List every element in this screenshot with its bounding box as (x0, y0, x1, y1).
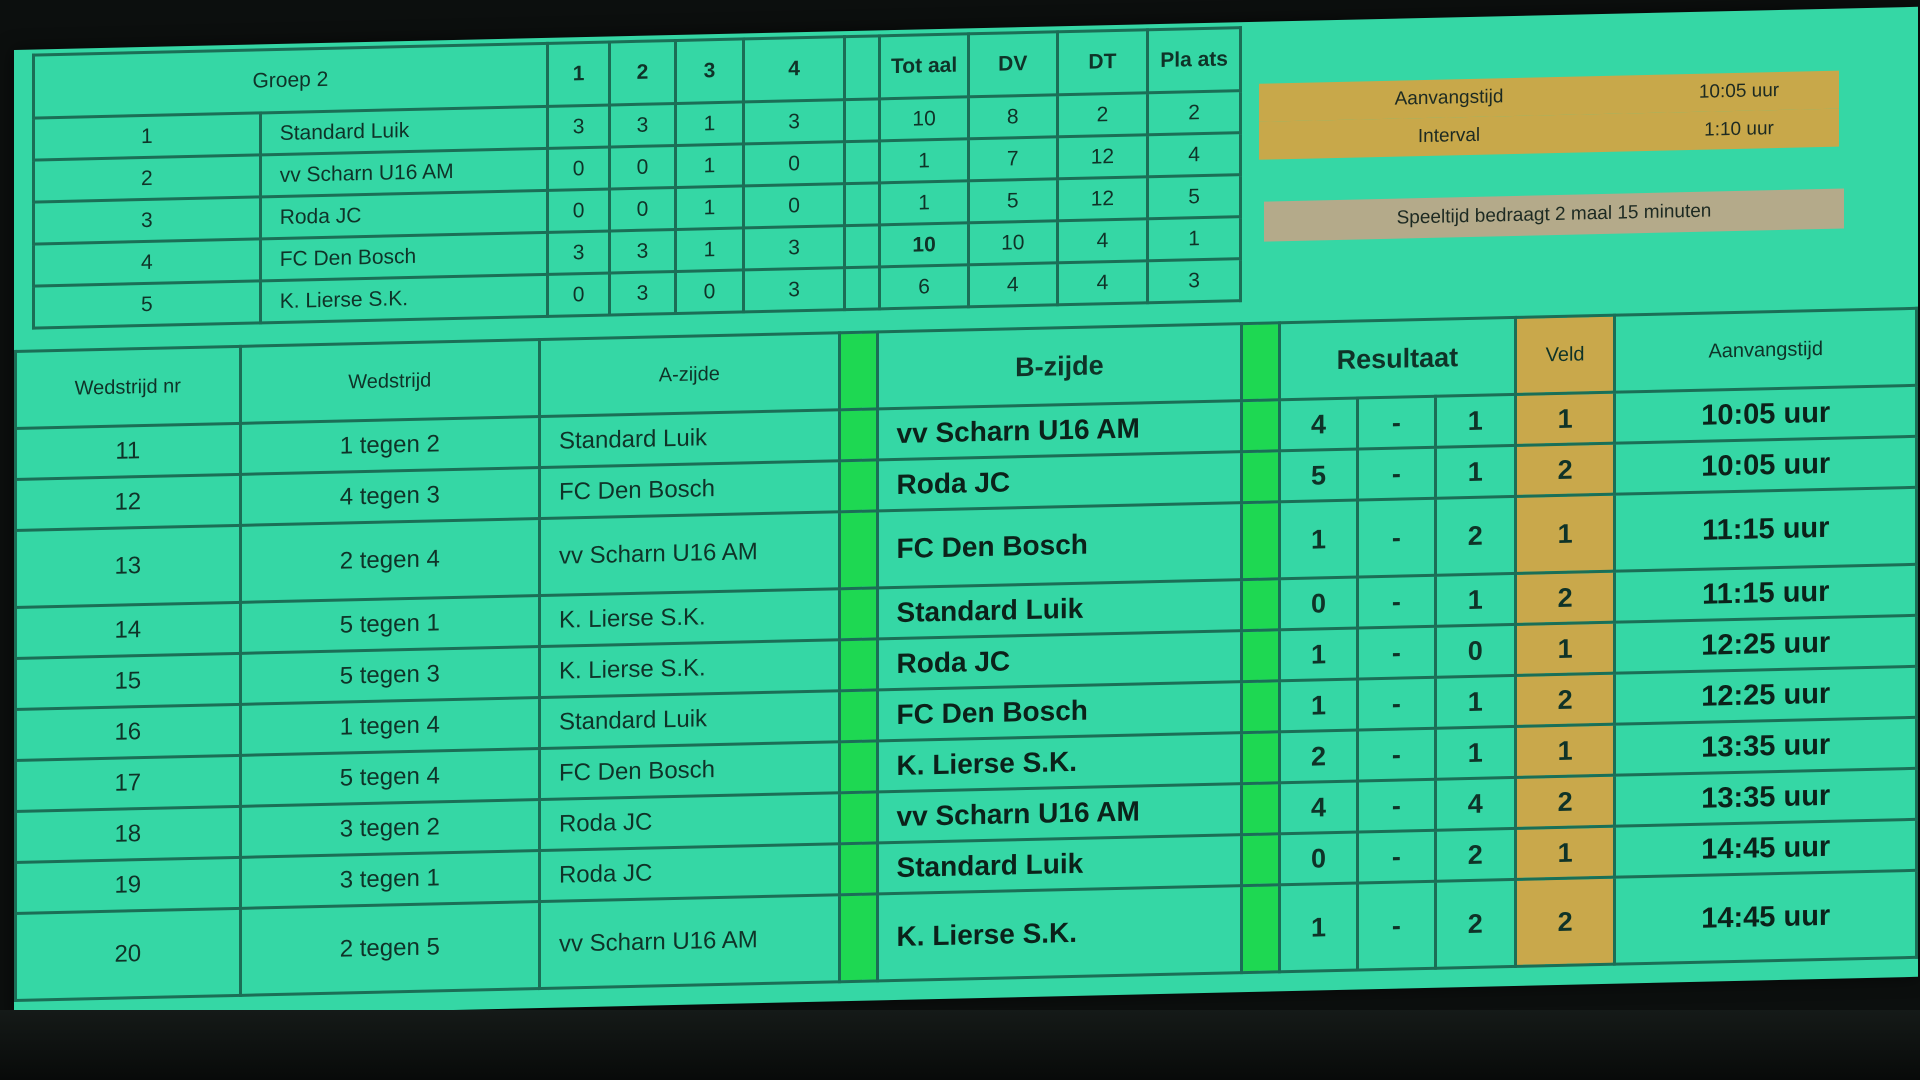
interval-value: 1:10 uur (1704, 118, 1774, 141)
result-b: 4 (1435, 777, 1515, 830)
score-cell: 0 (547, 189, 609, 232)
dv-cell: 4 (968, 263, 1057, 307)
header-field: Veld (1515, 315, 1615, 394)
result-b: 2 (1435, 828, 1515, 881)
result-separator: - (1357, 779, 1435, 832)
green-divider (839, 843, 877, 895)
green-divider (1242, 323, 1280, 401)
total-cell: 10 (880, 223, 969, 267)
green-divider (1242, 502, 1280, 580)
score-cell: 1 (675, 144, 744, 188)
playtime-text: Speeltijd bedraagt 2 maal 15 minuten (1396, 200, 1712, 229)
interval-label: Interval (1417, 124, 1481, 148)
result-separator: - (1357, 396, 1435, 449)
score-cell: 3 (610, 271, 675, 314)
header-start-time: Aanvangstijd (1615, 308, 1917, 392)
match-pairing: 3 tegen 2 (240, 800, 539, 858)
match-number: 14 (16, 602, 241, 658)
match-number: 18 (16, 806, 241, 862)
col-header-empty (845, 36, 880, 100)
col-header-place: Pla ats (1148, 28, 1241, 93)
empty-cell (845, 99, 880, 142)
col-header: 3 (675, 39, 744, 104)
a-side-team: vv Scharn U16 AM (539, 512, 839, 596)
field-number: 2 (1515, 877, 1615, 966)
start-time: 13:35 uur (1615, 768, 1917, 826)
col-header: 4 (744, 37, 845, 102)
score-cell: 0 (744, 142, 845, 186)
green-divider (839, 741, 877, 793)
dv-cell: 8 (968, 95, 1057, 139)
b-side-team: K. Lierse S.K. (877, 733, 1242, 792)
team-number: 2 (34, 155, 261, 202)
total-cell: 1 (880, 181, 969, 225)
match-number: 11 (16, 423, 241, 479)
green-divider (1242, 681, 1280, 733)
field-number: 2 (1515, 571, 1615, 624)
b-side-team: K. Lierse S.K. (877, 886, 1242, 981)
b-side-team: vv Scharn U16 AM (877, 784, 1242, 843)
green-divider (1242, 783, 1280, 835)
total-cell: 6 (880, 265, 969, 309)
result-a: 4 (1280, 781, 1358, 834)
result-b: 1 (1435, 675, 1515, 728)
header-result: Resultaat (1280, 317, 1516, 399)
team-number: 3 (34, 197, 261, 244)
team-number: 1 (34, 113, 261, 160)
a-side-team: FC Den Bosch (539, 461, 839, 519)
result-b: 1 (1435, 573, 1515, 626)
score-cell: 0 (547, 147, 609, 190)
place-cell: 4 (1148, 133, 1241, 177)
playtime-panel (1264, 188, 1844, 241)
match-pairing: 2 tegen 5 (240, 902, 539, 996)
a-side-team: FC Den Bosch (539, 742, 839, 800)
score-cell: 0 (675, 270, 744, 314)
green-divider (839, 894, 877, 982)
green-divider (839, 792, 877, 844)
empty-cell (845, 225, 880, 268)
dt-cell: 4 (1057, 261, 1148, 305)
a-side-team: Roda JC (539, 793, 839, 851)
match-pairing: 5 tegen 4 (240, 749, 539, 807)
score-cell: 3 (744, 226, 845, 270)
score-cell: 3 (610, 229, 675, 272)
header-b-side: B-zijde (877, 324, 1242, 409)
team-name: Standard Luik (260, 106, 547, 155)
field-number: 2 (1515, 775, 1615, 828)
field-number: 2 (1515, 673, 1615, 726)
a-side-team: Standard Luik (539, 410, 839, 468)
match-number: 13 (16, 525, 241, 607)
result-a: 4 (1280, 398, 1358, 451)
result-b: 1 (1435, 445, 1515, 498)
group-title: Groep 2 (34, 43, 548, 118)
score-cell: 1 (675, 186, 744, 230)
result-a: 1 (1280, 883, 1358, 972)
a-side-team: K. Lierse S.K. (539, 640, 839, 698)
start-time: 12:25 uur (1615, 615, 1917, 673)
score-cell: 1 (675, 228, 744, 272)
result-a: 1 (1280, 679, 1358, 732)
dt-cell: 2 (1057, 93, 1148, 137)
start-time: 11:15 uur (1615, 564, 1917, 622)
a-side-team: Standard Luik (539, 691, 839, 749)
match-pairing: 2 tegen 4 (240, 519, 539, 603)
b-side-team: FC Den Bosch (877, 503, 1242, 588)
result-a: 0 (1280, 577, 1358, 630)
monitor-bezel (0, 1010, 1920, 1080)
match-pairing: 1 tegen 4 (240, 698, 539, 756)
b-side-team: FC Den Bosch (877, 682, 1242, 741)
result-separator: - (1357, 830, 1435, 883)
place-cell: 5 (1148, 175, 1241, 219)
result-separator: - (1357, 498, 1435, 577)
match-number: 16 (16, 704, 241, 760)
green-divider (839, 639, 877, 691)
result-a: 1 (1280, 500, 1358, 579)
empty-cell (845, 141, 880, 184)
dt-cell: 12 (1057, 177, 1148, 221)
team-name: FC Den Bosch (260, 232, 547, 281)
score-cell: 0 (610, 145, 675, 188)
start-time: 13:35 uur (1615, 717, 1917, 775)
field-number: 1 (1515, 622, 1615, 675)
start-time-label: Aanvangstijd (1394, 86, 1504, 110)
match-number: 15 (16, 653, 241, 709)
match-pairing: 5 tegen 1 (240, 596, 539, 654)
a-side-team: Roda JC (539, 844, 839, 902)
score-cell: 0 (610, 187, 675, 230)
col-header-dv: DV (968, 32, 1057, 97)
team-number: 4 (34, 239, 261, 286)
dv-cell: 10 (968, 221, 1057, 265)
schedule-table (14, 307, 1918, 1002)
result-a: 0 (1280, 832, 1358, 885)
result-a: 1 (1280, 628, 1358, 681)
start-time: 10:05 uur (1615, 436, 1917, 494)
field-number: 1 (1515, 494, 1615, 573)
green-divider (839, 588, 877, 640)
team-name: K. Lierse S.K. (260, 274, 547, 323)
dv-cell: 7 (968, 137, 1057, 181)
place-cell: 1 (1148, 217, 1241, 261)
start-time: 10:05 uur (1615, 385, 1917, 443)
score-cell: 0 (547, 273, 609, 316)
header-match-nr: Wedstrijd nr (16, 346, 241, 428)
a-side-team: vv Scharn U16 AM (539, 895, 839, 989)
green-divider (839, 409, 877, 461)
total-cell: 1 (880, 139, 969, 183)
team-name: Roda JC (260, 190, 547, 239)
col-header-total: Tot aal (880, 34, 969, 99)
result-separator: - (1357, 728, 1435, 781)
match-number: 20 (16, 908, 241, 1000)
match-pairing: 1 tegen 2 (240, 417, 539, 475)
start-time: 12:25 uur (1615, 666, 1917, 724)
result-separator: - (1357, 626, 1435, 679)
header-a-side: A-zijde (539, 333, 839, 417)
col-header-dt: DT (1057, 30, 1148, 95)
a-side-team: K. Lierse S.K. (539, 589, 839, 647)
green-divider (1242, 834, 1280, 886)
result-a: 2 (1280, 730, 1358, 783)
green-divider (1242, 885, 1280, 973)
match-number: 17 (16, 755, 241, 811)
result-b: 2 (1435, 496, 1515, 575)
score-cell: 3 (744, 268, 845, 312)
field-number: 1 (1515, 826, 1615, 879)
green-divider (1242, 630, 1280, 682)
result-b: 1 (1435, 394, 1515, 447)
score-cell: 0 (744, 184, 845, 228)
total-cell: 10 (880, 97, 969, 141)
field-number: 2 (1515, 443, 1615, 496)
header-match: Wedstrijd (240, 340, 539, 424)
green-divider (839, 511, 877, 589)
start-time: 14:45 uur (1615, 870, 1917, 964)
green-divider (839, 690, 877, 742)
score-cell: 3 (610, 103, 675, 146)
b-side-team: Standard Luik (877, 580, 1242, 639)
result-separator: - (1357, 575, 1435, 628)
empty-cell (845, 267, 880, 310)
start-time-value: 10:05 uur (1698, 79, 1780, 103)
score-cell: 3 (744, 100, 845, 144)
team-number: 5 (34, 281, 261, 328)
match-pairing: 3 tegen 1 (240, 851, 539, 909)
result-b: 0 (1435, 624, 1515, 677)
result-a: 5 (1280, 449, 1358, 502)
green-divider (839, 332, 877, 410)
score-cell: 3 (547, 105, 609, 148)
green-divider (1242, 400, 1280, 452)
match-number: 19 (16, 857, 241, 913)
result-b: 2 (1435, 879, 1515, 968)
b-side-team: vv Scharn U16 AM (877, 401, 1242, 460)
match-pairing: 5 tegen 3 (240, 647, 539, 705)
green-divider (1242, 732, 1280, 784)
green-divider (1242, 451, 1280, 503)
b-side-team: Standard Luik (877, 835, 1242, 894)
match-number: 12 (16, 474, 241, 530)
col-header: 2 (610, 40, 675, 104)
green-divider (839, 460, 877, 512)
dt-cell: 4 (1057, 219, 1148, 263)
b-side-team: Roda JC (877, 452, 1242, 511)
green-divider (1242, 579, 1280, 631)
match-pairing: 4 tegen 3 (240, 468, 539, 526)
start-time: 14:45 uur (1615, 819, 1917, 877)
field-number: 1 (1515, 392, 1615, 445)
score-cell: 1 (675, 102, 744, 146)
b-side-team: Roda JC (877, 631, 1242, 690)
dv-cell: 5 (968, 179, 1057, 223)
team-name: vv Scharn U16 AM (260, 148, 547, 197)
col-header: 1 (547, 42, 609, 106)
result-separator: - (1357, 447, 1435, 500)
place-cell: 2 (1148, 91, 1241, 135)
place-cell: 3 (1148, 259, 1241, 303)
field-number: 1 (1515, 724, 1615, 777)
scoreboard-screen (14, 7, 1918, 1020)
empty-cell (845, 183, 880, 226)
score-cell: 3 (547, 231, 609, 274)
result-separator: - (1357, 677, 1435, 730)
result-b: 1 (1435, 726, 1515, 779)
dt-cell: 12 (1057, 135, 1148, 179)
standings-table (32, 26, 1242, 329)
start-time: 11:15 uur (1615, 487, 1917, 571)
result-separator: - (1357, 881, 1435, 970)
